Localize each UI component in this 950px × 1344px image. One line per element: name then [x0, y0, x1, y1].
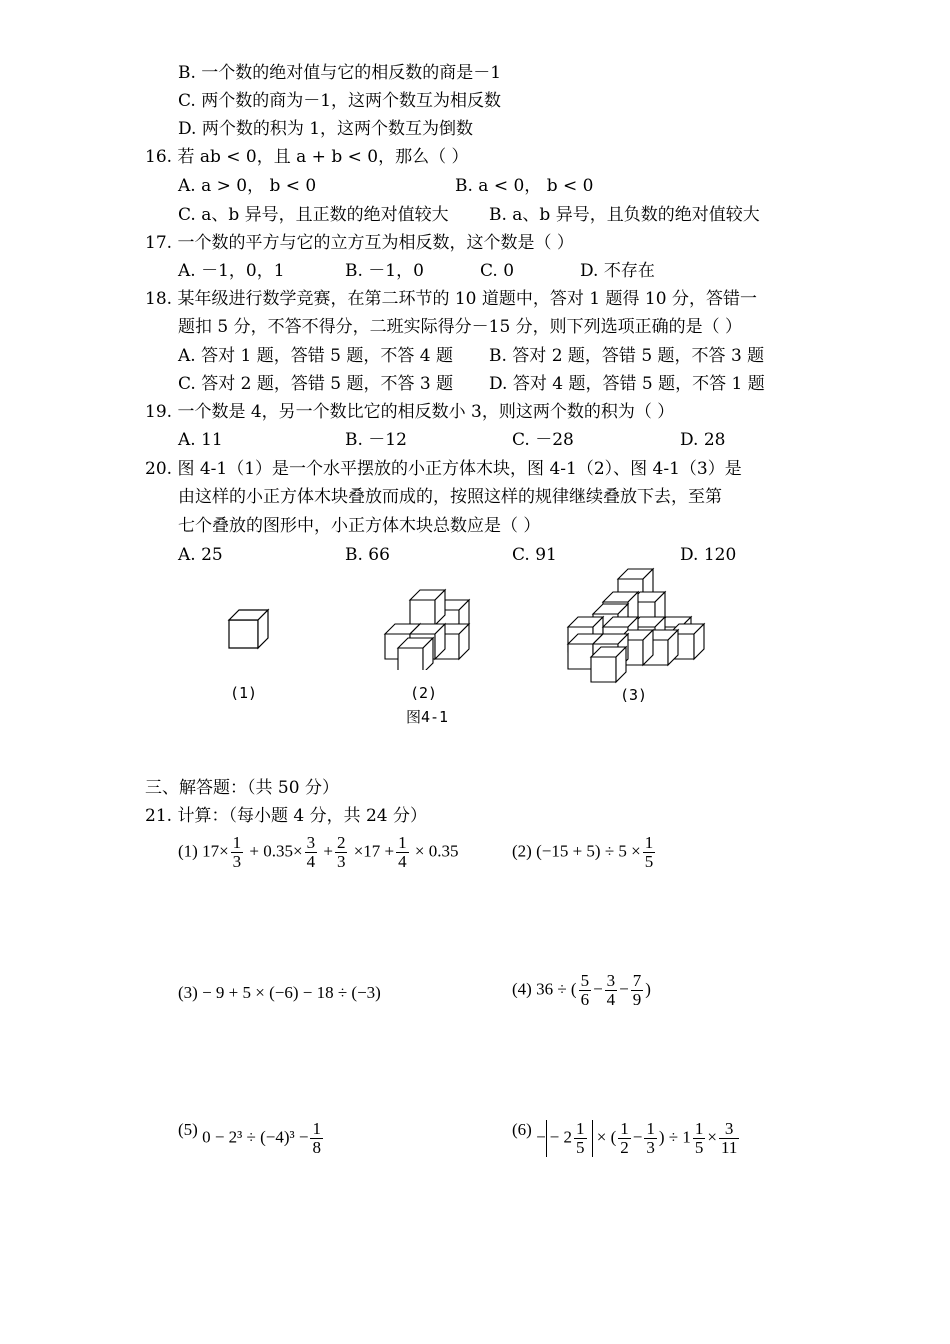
calc-problem-4: (4) 36 ÷ ( $\frac{5}{6}$ − $\frac{3}{4}$ − $\frac{7}{9}$ ) — [512, 971, 651, 1009]
q17-option-b: B. －1，0 — [345, 261, 424, 281]
q15-option-c: C. 两个数的商为－1，这两个数互为相反数 — [178, 91, 502, 111]
q17-stem: 17. 一个数的平方与它的立方互为相反数，这个数是（ ） — [145, 233, 574, 253]
q20-option-a: A. 25 — [178, 545, 223, 565]
q18-stem-line1: 18. 某年级进行数学竞赛，在第二环节的 10 道题中，答对 1 题得 10 分，答错一 — [145, 289, 757, 309]
q18-option-b: B. 答对 2 题，答错 5 题，不答 3 题 — [489, 346, 765, 366]
figure-label-3: (3) — [620, 686, 648, 704]
figure-cube-3 — [563, 562, 713, 687]
q20-stem-line1: 20. 图 4-1（1）是一个水平摆放的小正方体木块，图 4-1（2）、图 4-1（3）是 — [145, 459, 742, 479]
q18-option-d: D. 答对 4 题，答错 5 题，不答 1 题 — [489, 374, 765, 394]
figure-caption: 图4-1 — [406, 708, 449, 726]
q17-option-a: A. －1，0，1 — [178, 261, 285, 281]
q19-option-a: A. 11 — [178, 430, 223, 450]
q20-option-b: B. 66 — [345, 545, 390, 565]
calc-problem-2: (2) (−15 + 5) ÷ 5 × $\frac{1}{5}$ — [512, 833, 654, 871]
q19-option-d: D. 28 — [680, 430, 726, 450]
q19-option-b: B. －12 — [345, 430, 407, 450]
q18-option-a: A. 答对 1 题，答错 5 题，不答 4 题 — [178, 346, 453, 366]
figure-cube-1 — [220, 598, 280, 658]
q15-option-d: D. 两个数的积为 1，这两个数互为倒数 — [178, 119, 474, 139]
q19-stem: 19. 一个数是 4，另一个数比它的相反数小 3，则这两个数的积为（ ） — [145, 402, 675, 422]
calc-problem-6: (6) − − 2 $\frac{1}{5}$ × ( $\frac{1}{2}$ − $\frac{1}{3}$ ) ÷ 1 $\frac{1}{5}$ × $\frac{3}{11}$ — [512, 1119, 738, 1157]
figure-label-1: (1) — [230, 684, 258, 702]
q19-option-c: C. －28 — [512, 430, 574, 450]
q16-option-a: A. a > 0， b < 0 — [178, 176, 317, 196]
q21-stem: 21. 计算：（每小题 4 分，共 24 分） — [145, 806, 428, 826]
calc-problem-3: (3) − 9 + 5 × (−6) − 18 ÷ (−3) — [178, 983, 381, 1002]
section-title: 三、解答题：（共 50 分） — [145, 778, 339, 798]
figure-label-2: (2) — [410, 684, 438, 702]
q18-stem-line2: 题扣 5 分，不答不得分，二班实际得分－15 分，则下列选项正确的是（ ） — [178, 317, 743, 337]
calc-problem-5: (5) 0 − 2³ ÷ (−4)³ − $\frac{1}{8}$ — [178, 1119, 321, 1157]
q20-option-c: C. 91 — [512, 545, 557, 565]
q16-stem: 16. 若 ab < 0，且 a + b < 0，那么（ ） — [145, 147, 469, 167]
q20-stem-line3: 七个叠放的图形中，小正方体木块总数应是（ ） — [178, 516, 541, 536]
q16-option-b: B. a < 0， b < 0 — [455, 176, 594, 196]
figure-cube-2 — [378, 580, 488, 670]
q15-option-b: B. 一个数的绝对值与它的相反数的商是－1 — [178, 63, 502, 83]
q20-option-d: D. 120 — [680, 545, 737, 565]
q16-option-c: C. a、b 异号，且正数的绝对值较大 — [178, 205, 449, 225]
calc-problem-1: (1) 17× $\frac{1}{3}$ + 0.35× $\frac{3}{4}$ + $\frac{2}{3}$ ×17 + $\frac{1}{4}$ × 0.35 — [178, 833, 459, 871]
q20-stem-line2: 由这样的小正方体木块叠放而成的，按照这样的规律继续叠放下去，至第 — [178, 487, 722, 507]
q16-option-d: B. a、b 异号，且负数的绝对值较大 — [489, 205, 760, 225]
q17-option-c: C. 0 — [480, 261, 515, 281]
q17-option-d: D. 不存在 — [580, 261, 655, 281]
q18-option-c: C. 答对 2 题，答错 5 题，不答 3 题 — [178, 374, 454, 394]
